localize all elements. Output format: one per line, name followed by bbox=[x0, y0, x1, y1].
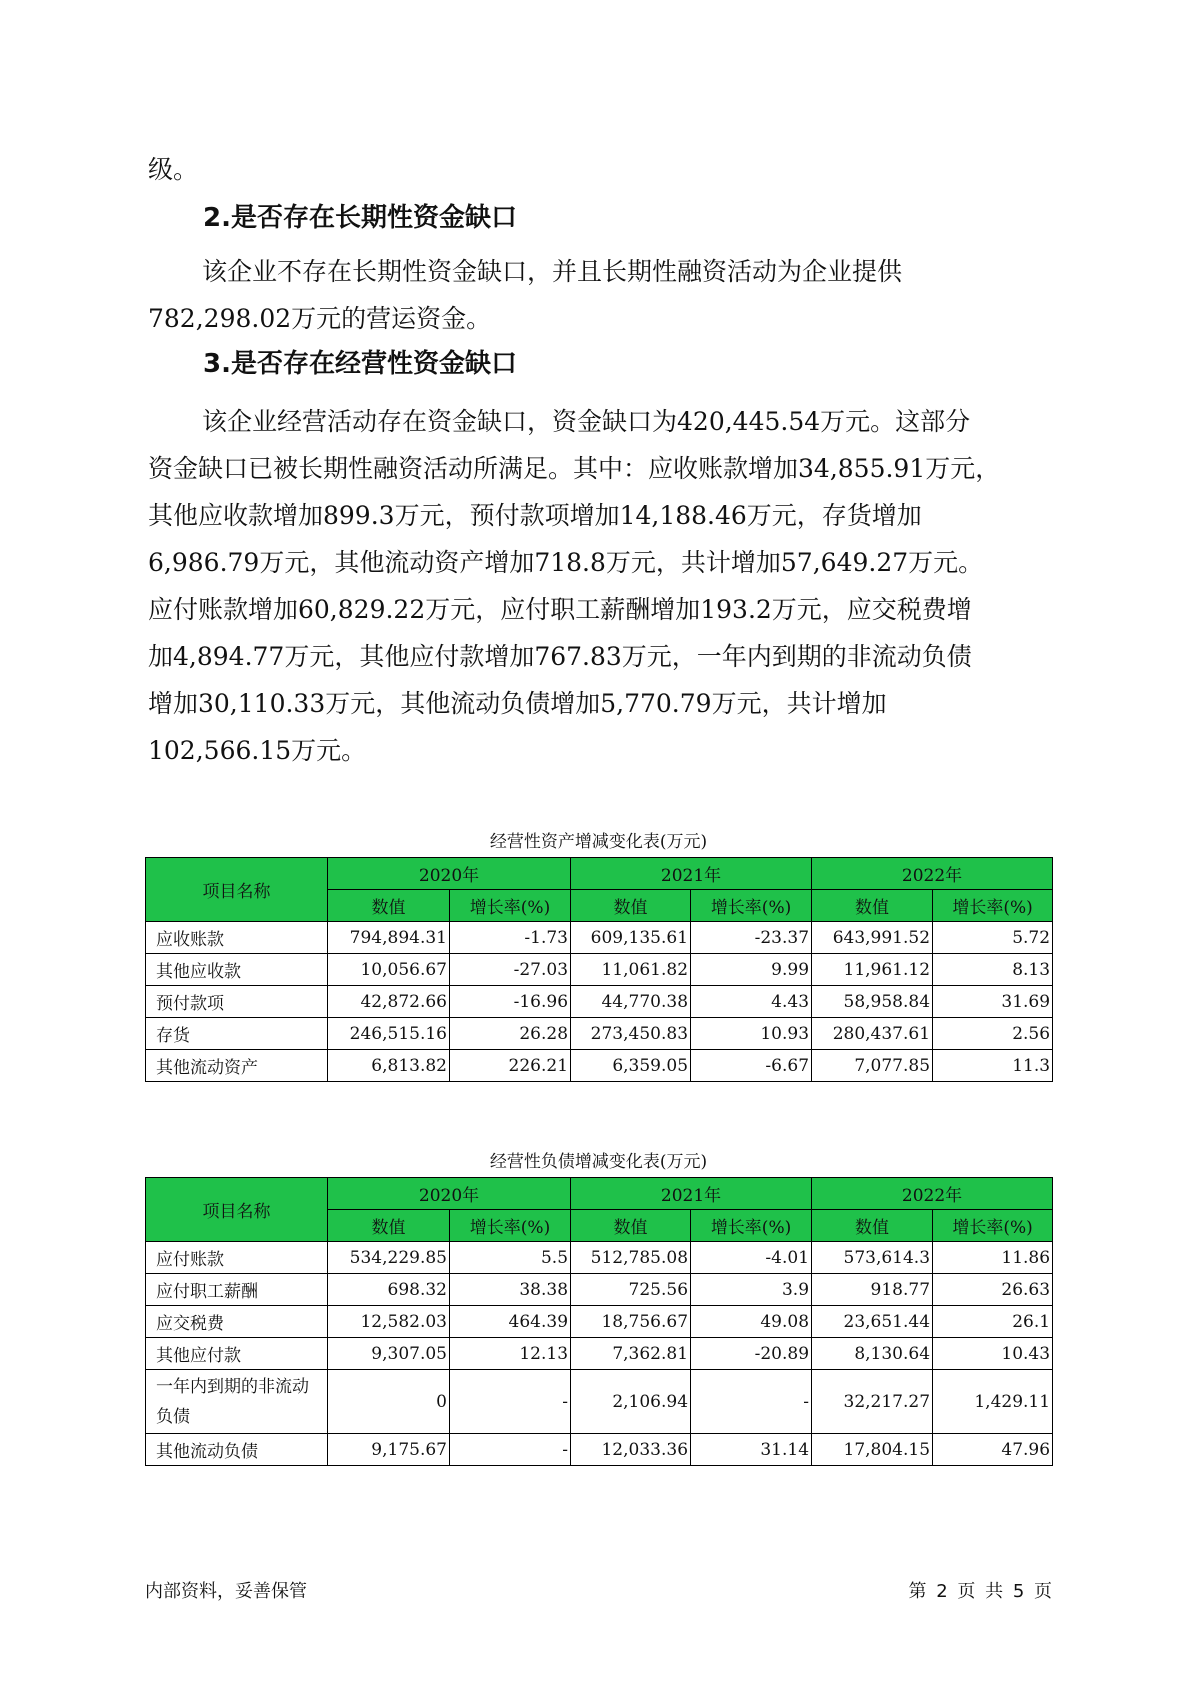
cell-value: 32,217.27 bbox=[812, 1370, 933, 1434]
text-line: 应付账款增加60,829.22万元，应付职工薪酬增加193.2万元，应交税费增 bbox=[148, 595, 972, 624]
row-label: 应交税费 bbox=[146, 1306, 328, 1338]
cell-growth: 38.38 bbox=[450, 1274, 571, 1306]
cell-growth: - bbox=[691, 1370, 812, 1434]
table-row bbox=[146, 922, 1053, 954]
cell-growth: 4.43 bbox=[691, 986, 812, 1018]
table-row bbox=[146, 1274, 1053, 1306]
cell-value: 17,804.15 bbox=[812, 1434, 933, 1466]
header-growth-rate: 增长率(%) bbox=[933, 1210, 1053, 1242]
cell-growth: 49.08 bbox=[691, 1306, 812, 1338]
table-row bbox=[146, 1306, 1053, 1338]
cell-growth: -27.03 bbox=[450, 954, 571, 986]
row-label: 存货 bbox=[146, 1018, 328, 1050]
header-value: 数值 bbox=[571, 1210, 691, 1242]
footer-confidential-note: 内部资料，妥善保管 bbox=[145, 1581, 307, 1602]
cell-value: 7,362.81 bbox=[571, 1338, 691, 1370]
text-line: 6,986.79万元，其他流动资产增加718.8万元，共计增加57,649.27万元。 bbox=[148, 548, 984, 577]
cell-value: 0 bbox=[328, 1370, 450, 1434]
cell-growth: 8.13 bbox=[933, 954, 1053, 986]
header-item-name: 项目名称 bbox=[146, 1178, 328, 1242]
cell-value: 10,056.67 bbox=[328, 954, 450, 986]
paragraph-long-term-gap bbox=[148, 248, 1048, 342]
header-value: 数值 bbox=[812, 890, 933, 922]
header-item-name: 项目名称 bbox=[146, 858, 328, 922]
table-row bbox=[146, 1050, 1053, 1082]
cell-growth: -16.96 bbox=[450, 986, 571, 1018]
section-heading-long-term-gap: 2.是否存在长期性资金缺口 bbox=[203, 203, 517, 233]
cell-growth: 26.1 bbox=[933, 1306, 1053, 1338]
table-row bbox=[146, 954, 1053, 986]
cell-growth: 10.43 bbox=[933, 1338, 1053, 1370]
table-row bbox=[146, 1018, 1053, 1050]
cell-growth: 10.93 bbox=[691, 1018, 812, 1050]
text-line: 782,298.02万元的营运资金。 bbox=[148, 304, 492, 333]
cell-growth: 5.5 bbox=[450, 1242, 571, 1274]
header-year: 2022年 bbox=[812, 1178, 1053, 1210]
row-label: 应付职工薪酬 bbox=[146, 1274, 328, 1306]
cell-value: 609,135.61 bbox=[571, 922, 691, 954]
header-value: 数值 bbox=[571, 890, 691, 922]
text-line: 加4,894.77万元，其他应付款增加767.83万元，一年内到期的非流动负债 bbox=[148, 642, 972, 671]
cell-value: 2,106.94 bbox=[571, 1370, 691, 1434]
cell-value: 573,614.3 bbox=[812, 1242, 933, 1274]
footer-page-number: 第 2 页 共 5 页 bbox=[908, 1581, 1052, 1602]
cell-growth: -20.89 bbox=[691, 1338, 812, 1370]
row-label: 其他流动负债 bbox=[146, 1434, 328, 1466]
table-title-operating-liabilities: 经营性负债增减变化表(万元) bbox=[489, 1152, 708, 1172]
cell-value: 794,894.31 bbox=[328, 922, 450, 954]
cell-growth: -6.67 bbox=[691, 1050, 812, 1082]
text-line: 资金缺口已被长期性融资活动所满足。其中：应收账款增加34,855.91万元， bbox=[148, 454, 1001, 483]
cell-value: 512,785.08 bbox=[571, 1242, 691, 1274]
header-growth-rate: 增长率(%) bbox=[450, 1210, 571, 1242]
text-line: 级。 bbox=[148, 155, 199, 184]
cell-growth: 31.69 bbox=[933, 986, 1053, 1018]
cell-value: 42,872.66 bbox=[328, 986, 450, 1018]
header-value: 数值 bbox=[328, 890, 450, 922]
cell-value: 18,756.67 bbox=[571, 1306, 691, 1338]
row-label: 一年内到期的非流动负债 bbox=[146, 1370, 328, 1434]
header-value: 数值 bbox=[328, 1210, 450, 1242]
header-year: 2020年 bbox=[328, 858, 571, 890]
cell-value: 12,033.36 bbox=[571, 1434, 691, 1466]
cell-growth: - bbox=[450, 1370, 571, 1434]
table-row bbox=[146, 1338, 1053, 1370]
cell-growth: -23.37 bbox=[691, 922, 812, 954]
cell-growth: 12.13 bbox=[450, 1338, 571, 1370]
row-label: 预付款项 bbox=[146, 986, 328, 1018]
header-growth-rate: 增长率(%) bbox=[933, 890, 1053, 922]
operating-assets-table bbox=[145, 857, 1053, 1082]
header-value: 数值 bbox=[812, 1210, 933, 1242]
row-label: 其他应付款 bbox=[146, 1338, 328, 1370]
table-row bbox=[146, 1242, 1053, 1274]
cell-value: 273,450.83 bbox=[571, 1018, 691, 1050]
cell-growth: 9.99 bbox=[691, 954, 812, 986]
table-row bbox=[146, 986, 1053, 1018]
header-year: 2021年 bbox=[571, 858, 812, 890]
cell-value: 918.77 bbox=[812, 1274, 933, 1306]
header-year: 2020年 bbox=[328, 1178, 571, 1210]
cell-value: 643,991.52 bbox=[812, 922, 933, 954]
row-label: 其他应收款 bbox=[146, 954, 328, 986]
text-line: 102,566.15万元。 bbox=[148, 736, 367, 765]
header-growth-rate: 增长率(%) bbox=[691, 890, 812, 922]
cell-growth: 26.28 bbox=[450, 1018, 571, 1050]
cell-growth: - bbox=[450, 1434, 571, 1466]
text-line: 该企业经营活动存在资金缺口，资金缺口为420,445.54万元。这部分 bbox=[202, 407, 971, 436]
cell-value: 9,307.05 bbox=[328, 1338, 450, 1370]
cell-value: 23,651.44 bbox=[812, 1306, 933, 1338]
header-year: 2021年 bbox=[571, 1178, 812, 1210]
row-label: 其他流动资产 bbox=[146, 1050, 328, 1082]
cell-value: 11,061.82 bbox=[571, 954, 691, 986]
cell-value: 6,813.82 bbox=[328, 1050, 450, 1082]
row-label: 应付账款 bbox=[146, 1242, 328, 1274]
cell-growth: 26.63 bbox=[933, 1274, 1053, 1306]
cell-growth: 47.96 bbox=[933, 1434, 1053, 1466]
text-line: 其他应收款增加899.3万元，预付款项增加14,188.46万元，存货增加 bbox=[148, 501, 922, 530]
cell-value: 246,515.16 bbox=[328, 1018, 450, 1050]
cell-value: 44,770.38 bbox=[571, 986, 691, 1018]
table-row bbox=[146, 1434, 1053, 1466]
cell-growth: 226.21 bbox=[450, 1050, 571, 1082]
cell-value: 7,077.85 bbox=[812, 1050, 933, 1082]
header-growth-rate: 增长率(%) bbox=[691, 1210, 812, 1242]
cell-growth: 11.3 bbox=[933, 1050, 1053, 1082]
header-year: 2022年 bbox=[812, 858, 1053, 890]
cell-value: 6,359.05 bbox=[571, 1050, 691, 1082]
cell-growth: 464.39 bbox=[450, 1306, 571, 1338]
cell-growth: 5.72 bbox=[933, 922, 1053, 954]
cell-value: 534,229.85 bbox=[328, 1242, 450, 1274]
section-heading-operating-gap: 3.是否存在经营性资金缺口 bbox=[203, 349, 517, 379]
cell-growth: 31.14 bbox=[691, 1434, 812, 1466]
cell-growth: 3.9 bbox=[691, 1274, 812, 1306]
table-title-operating-assets: 经营性资产增减变化表(万元) bbox=[489, 832, 708, 852]
cell-value: 698.32 bbox=[328, 1274, 450, 1306]
cell-value: 725.56 bbox=[571, 1274, 691, 1306]
table-row bbox=[146, 1370, 1053, 1434]
cell-growth: 11.86 bbox=[933, 1242, 1053, 1274]
header-growth-rate: 增长率(%) bbox=[450, 890, 571, 922]
cell-value: 58,958.84 bbox=[812, 986, 933, 1018]
paragraph-operating-gap bbox=[148, 398, 1048, 774]
row-label: 应收账款 bbox=[146, 922, 328, 954]
cell-value: 11,961.12 bbox=[812, 954, 933, 986]
cell-growth: -1.73 bbox=[450, 922, 571, 954]
cell-value: 8,130.64 bbox=[812, 1338, 933, 1370]
text-line: 增加30,110.33万元，其他流动负债增加5,770.79万元，共计增加 bbox=[148, 689, 887, 718]
cell-value: 9,175.67 bbox=[328, 1434, 450, 1466]
text-line: 该企业不存在长期性资金缺口，并且长期性融资活动为企业提供 bbox=[202, 257, 903, 286]
cell-growth: 2.56 bbox=[933, 1018, 1053, 1050]
cell-growth: -4.01 bbox=[691, 1242, 812, 1274]
cell-value: 280,437.61 bbox=[812, 1018, 933, 1050]
cell-growth: 1,429.11 bbox=[933, 1370, 1053, 1434]
paragraph-intro-tail bbox=[148, 146, 1048, 193]
cell-value: 12,582.03 bbox=[328, 1306, 450, 1338]
operating-liabilities-table bbox=[145, 1177, 1053, 1466]
